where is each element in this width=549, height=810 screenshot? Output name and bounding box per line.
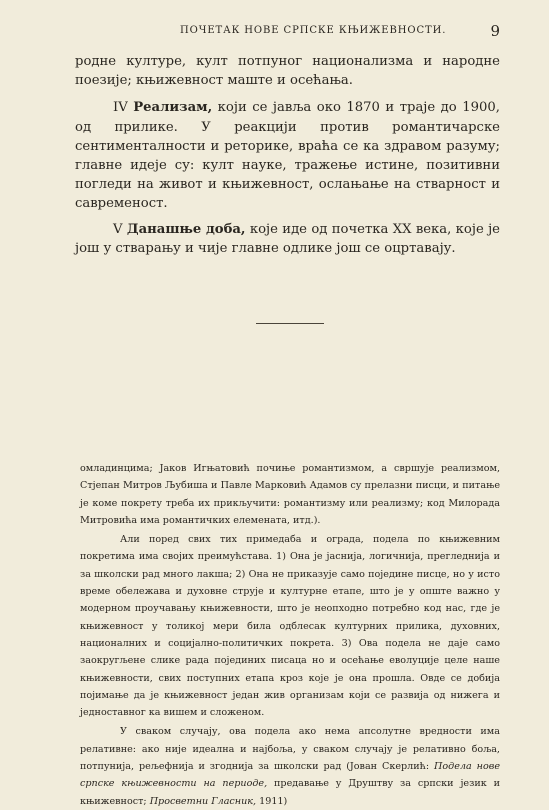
cited-work-title: Подела нове српске књижевности на периоде, [80, 761, 500, 790]
footnote-paragraph: Али поред свих тих примедаба и ограда, подела по књижевним покретима има својих преимућстава. 1) Она је јаснија, логичнија, прегледнија и за школски рад много лакша; 2) Она не приказује само поједине писце, но у исто време обележава и духовне струје и културне етапе, што је у опште важно у модерном проучавању књижевности, што је неопходно потребно код нас, где је књижевност у толикој мери била одблесак културних прилика, духовних, националних и социјално-политичких покрета. 3) Ова подела не даје само заокругљене слике рада појединих писаца но и осећање еволуције целе наше књижевности, свих поступних етапа кроз које је она прошла. Овде се добија појимање да је књижевност један жив организам који се развија од нижега и једноставног ка вишем и сложеном. [80, 534, 500, 719]
paragraph-realism [75, 98, 500, 213]
footnote-continuation: омладинцима; Јаков Игњатовић почиње романтизмом, а свршује реализмом, Стјепан Митров Љубиша и Павле Марковић Адамов су прелазни писци, и питање је коме покрету треба их прикључити: романтизму или реализму; код Милорада Митровића има романтичких елемената, итд.). [80, 463, 500, 526]
paragraph-text: који се јавља око 1870 и траје до 1900, од прилике. У реакцији против романтичарске сентименталности и реторике, враћа се ка здравом разуму; главне идеје су: култ науке, тражење истине, позитивни погледи на живот и књижевност, ослањање на стварност и савременост. [75, 100, 500, 212]
paragraph-present-era [75, 220, 500, 258]
footnote-text: предавање у Друштву за српски језик и књижевност; [80, 778, 500, 807]
footnote-text: У сваком случају, ова подела ако нема апсолутне вредности има релативне: ако није идеална и најбоља, у сваком случају је релативно боља, потпунија, рељефнија и згоднија за школски рад (Јован Скерлић: [80, 726, 500, 773]
section-heading-realism: Реализам, [133, 100, 213, 116]
footnote-paragraph-citation [80, 723, 500, 809]
section-heading-present-era: Данашње доба, [126, 221, 246, 237]
main-text [75, 52, 500, 258]
page-header [60, 22, 500, 42]
paragraph-continuation: родне културе, култ потпуног национализма и народне поезије; књижевност маште и осећања. [75, 54, 500, 89]
separator-rule [256, 323, 324, 324]
section-numeral: IV [113, 100, 134, 116]
section-numeral: V [113, 221, 127, 237]
running-title: ПОЧЕТАК НОВЕ СРПСКЕ КЊИЖЕВНОСТИ. [180, 25, 447, 36]
page-number: 9 [490, 22, 500, 40]
footnote-text: 1911) [256, 795, 288, 807]
paragraph-text: које иде од почетка XX века, које је још у стварању и чије главне одлике још се оцртавају. [75, 221, 500, 256]
footnotes [80, 460, 500, 810]
cited-journal-title: Просветни Гласник, [149, 795, 257, 807]
